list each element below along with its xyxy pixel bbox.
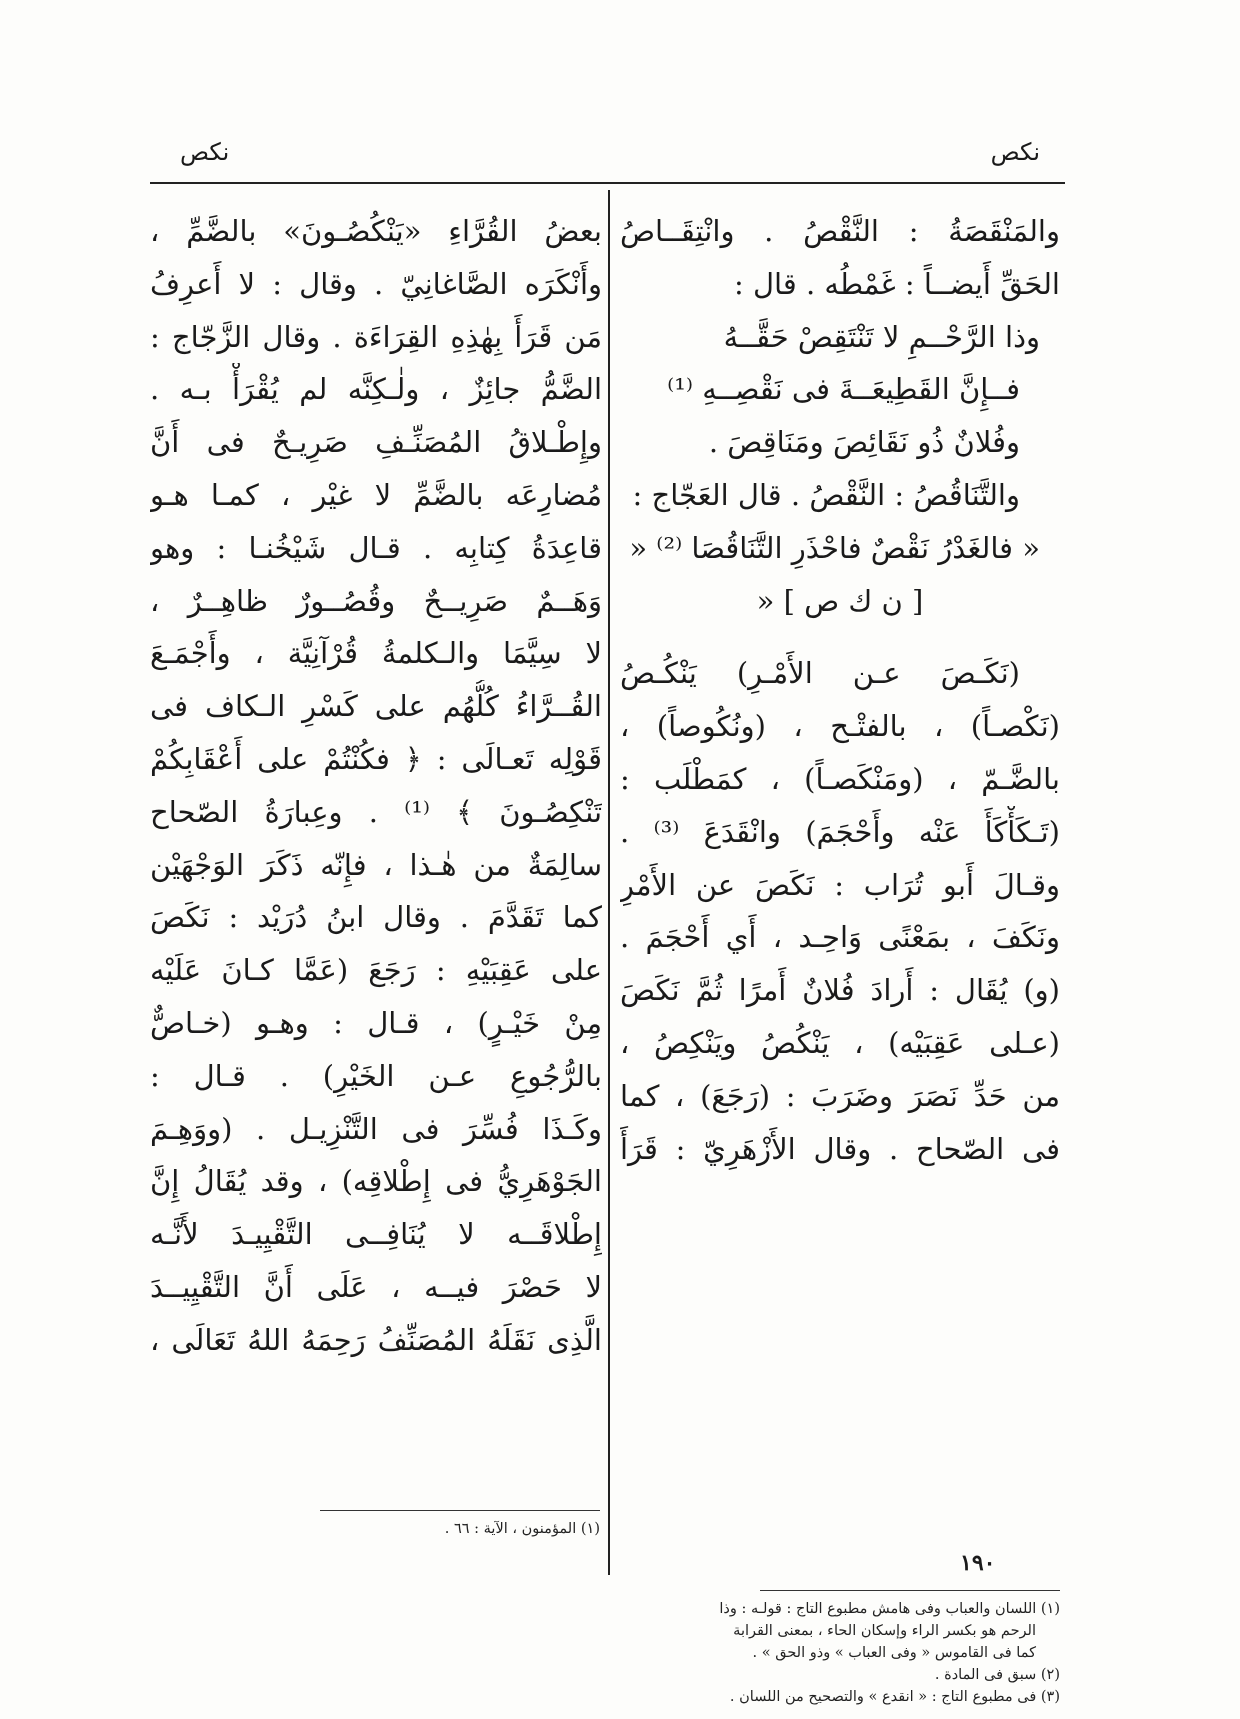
entry-heading: [ ن ك ص ] « xyxy=(756,583,924,618)
text-line: ونَكَفَ ، بمَعْنًى وَاحِـد ، أَي أَحْجَمَ . xyxy=(620,920,1060,955)
footnote-line: كما فى القاموس « وفى العباب » وذو الحق » . xyxy=(752,1645,1036,1661)
text-line: وأَنْكَرَه الصَّاغانِيّ . وقال : لا أَعرِفُ xyxy=(150,266,602,301)
running-head-right: نكص xyxy=(990,138,1040,166)
text-line: من حَدِّ نَصَرَ وضَرَبَ : (رَجَعَ) ، كما xyxy=(620,1078,1060,1113)
footnote-line: (١) اللسان والعباب وفى هامش مطبوع التاج : قولـه : وذا xyxy=(719,1601,1060,1617)
text-line: وقـالَ أَبو تُرَاب : نَكَصَ عن الأَمْرِ xyxy=(620,867,1060,902)
text-line: الجَوْهَرِيُّ فى إِطْلاقِه) ، وقد يُقَالُ إِنَّ xyxy=(150,1164,602,1199)
text-line: وَهَــمٌ صَرِيــحٌ وقُصُــورٌ ظاهِــرٌ ، xyxy=(150,583,602,618)
text-line: فى الصّحاح . وقال الأَزْهَرِيّ : قَرَأَ xyxy=(620,1131,1060,1166)
text-line: وإِطْـلاقُ المُصَنِّـفِ صَرِيـحٌ فى أَنَّ xyxy=(150,425,602,460)
verse-line: « فالغَدْرُ نَقْصٌ فاحْذَرِ التَّنَاقُصَا ⁽²⁾ « xyxy=(629,530,1040,565)
column-divider xyxy=(608,190,610,1575)
text-line: مِنْ خَيْـرٍ) ، قـال : وهـو (خـاصٌّ xyxy=(150,1005,602,1040)
text-line: (نَكَـصَ عـن الأَمْـرِ) يَنْكُـصُ xyxy=(620,656,1020,691)
text-line: الضَّمُّ جائِزٌ ، ولٰـكِنَّه لم يُقْرَأْ بـه . xyxy=(150,372,602,407)
footnote-rule-right xyxy=(760,1590,1060,1591)
footnote-line: الرحم هو بكسر الراء وإسكان الحاء ، بمعنى القرابة xyxy=(733,1623,1036,1639)
text-line: لا حَصْرَ فيــه ، عَلَى أَنَّ التَّقْيِيــدَ xyxy=(150,1269,602,1304)
footnote-rule-left xyxy=(320,1510,600,1511)
text-line: (نَكْصـاً) ، بالفتْـح ، (ونُكُوصاً) ، xyxy=(620,709,1060,744)
right-column xyxy=(620,205,1060,1175)
text-line: بالرُّجُوعِ عـن الخَيْرِ) . قـال : xyxy=(150,1058,602,1093)
text-line: وكَـذَا فُسِّرَ فى التَّنْزِيـل . (ووَهِـمَ xyxy=(150,1111,602,1146)
footnote-line: (١) المؤمنون ، الآية : ٦٦ . xyxy=(444,1521,600,1537)
left-column xyxy=(150,205,602,1367)
text-line: الَّذِى نَقَلَهُ المُصَنِّفُ رَحِمَهُ اللهُ تَعَالَى ، xyxy=(150,1322,602,1357)
text-line: قاعِدَةُ كِتابِه . قـال شَيْخُنـا : وهو xyxy=(150,530,602,565)
text-line: سالِمَةٌ من هٰـذا ، فإِنّه ذَكَرَ الوَجْهَيْن xyxy=(150,847,602,882)
text-line: وفُلانٌ ذُو نَقَائِصَ ومَنَاقِصَ . xyxy=(708,425,1020,460)
text-line: قَوْلِه تَعـالَى : ﴿ فكُنْتُمْ على أَعْقَابِكُمْ xyxy=(150,741,602,776)
text-line: الحَقِّ أَيضــاً : غَمْطُه . قال : xyxy=(733,266,1060,301)
header-rule xyxy=(150,182,1065,184)
verse-line: فــإِنَّ القَطِيعَــةَ فى نَقْصِــهِ ⁽¹⁾ xyxy=(667,372,1020,407)
text-line: بعضُ القُرَّاءِ «يَنْكُصُـونَ» بالضَّمِّ ، xyxy=(150,214,602,248)
text-line: والمَنْقَصَةُ : النَّقْصُ . وانْتِقَــاصُ xyxy=(620,214,1060,248)
footnote-line: (٣) فى مطبوع التاج : « انقدع » والتصحيح من اللسان . xyxy=(729,1689,1060,1705)
text-line: القُــرَّاءُ كُلُّهُم على كَسْرِ الـكاف فى xyxy=(150,689,602,724)
text-line: على عَقِبَيْهِ : رَجَعَ (عَمَّا كـانَ عَلَيْه xyxy=(150,953,602,988)
text-line: (و) يُقَال : أَرادَ فُلانٌ أَمرًا ثُمَّ نَكَصَ xyxy=(620,973,1060,1008)
text-line: مَن قَرَأَ بِهٰذِهِ القِرَاءَة . وقال الزَّجّاج : xyxy=(150,319,602,354)
footnote-line: (٢) سبق فى المادة . xyxy=(934,1667,1060,1683)
text-line: كما تَقَدَّمَ . وقال ابنُ دُرَيْد : نَكَصَ xyxy=(150,900,602,935)
text-line: (عـلى عَقِبَيْه) ، يَنْكُصُ ويَنْكِصُ ، xyxy=(620,1025,1060,1060)
text-line: بالضَّـمّ ، (ومَنْكَصـاً) ، كمَطْلَب : xyxy=(620,761,1060,796)
text-line: تَنْكِصُـونَ ﴾ ⁽¹⁾ . وعِبارَةُ الصّحاح xyxy=(150,794,602,829)
footnotes-left xyxy=(300,1518,600,1540)
text-line: (تَـكَأْكَأَ عَنْه وأَحْجَمَ) وانْقَدَعَ ⁽³⁾ . xyxy=(620,814,1060,849)
page-number: ١٩٠ xyxy=(960,1550,996,1576)
text-line: والتَّنَاقُصُ : النَّقْصُ . قال العَجّاج : xyxy=(632,477,1020,512)
footnotes-right xyxy=(640,1598,1060,1708)
text-line: مُضارِعَه بالضَّمِّ لا غيْر ، كمـا هـو xyxy=(150,477,602,512)
text-line: إِطْلاقَــه لا يُنَافِــى التَّقْيِيـدَ لأَنَّـه xyxy=(150,1217,602,1252)
text-line: لا سِيَّمَا والـكلمةُ قُرْآنِيَّة ، وأَجْمَـعَ xyxy=(150,636,602,671)
running-head-left: نكص xyxy=(180,138,230,166)
verse-line: وذا الرَّحْــمِ لا تَنْتَقِصْ حَقَّــهُ xyxy=(723,319,1040,354)
